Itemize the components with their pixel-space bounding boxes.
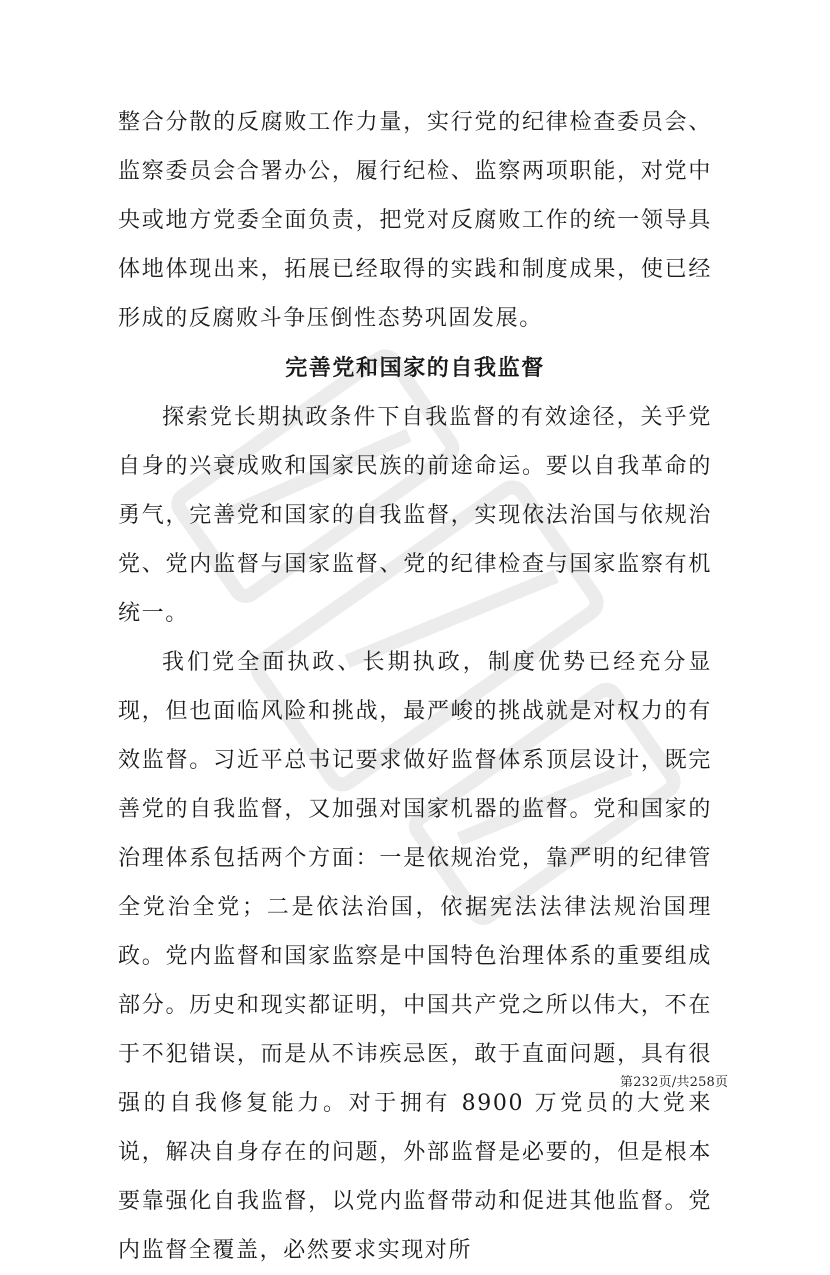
section-heading: 完善党和国家的自我监督 <box>285 355 545 381</box>
paragraph: 我们党全面执政、长期执政，制度优势已经充分显现，但也面临风险和挑战，最严峻的挑战就是对权力的有效监督。习近平总书记要求做好监督体系顶层设计，既完善党的自我监督，又加强对国家机器的监督。党和国家的治理体系包括两个方面：一是依规治党，靠严明的纪律管全党治全党；二是依法治国，依据宪法法律法规治国理政。党内监督和国家监察是中国特色治理体系的重要组成部分。历史和现实都证明，中国共产党之所以伟大，不在于不犯错误，而是从不讳疾忌医，敢于直面问题，具有很强的自我修复能力。对于拥有 8900 万党员的大党来说，解决自身存在的问题，外部监督是必要的，但是根本要靠强化自我监督，以党内监督带动和促进其他监督。党内监督全覆盖，必然要求实现对所 <box>118 650 712 1263</box>
page-number: 第232页/共258页 <box>620 1075 729 1090</box>
paragraph: 探索党长期执政条件下自我监督的有效途径，关乎党自身的兴衰成败和国家民族的前途命运。要以自我革命的勇气，完善党和国家的自我监督，实现依法治国与依规治党、党内监督与国家监督、党的纪律检查与国家监察有机统一。 <box>118 405 712 626</box>
paragraph-continued: 整合分散的反腐败工作力量，实行党的纪律检查委员会、监察委员会合署办公，履行纪检、监察两项职能，对党中央或地方党委全面负责，把党对反腐败工作的统一领导具体地体现出来，拓展已经取得的实践和制度成果，使已经形成的反腐败斗争压倒性态势巩固发展。 <box>118 110 712 331</box>
document-body <box>118 98 712 1275</box>
